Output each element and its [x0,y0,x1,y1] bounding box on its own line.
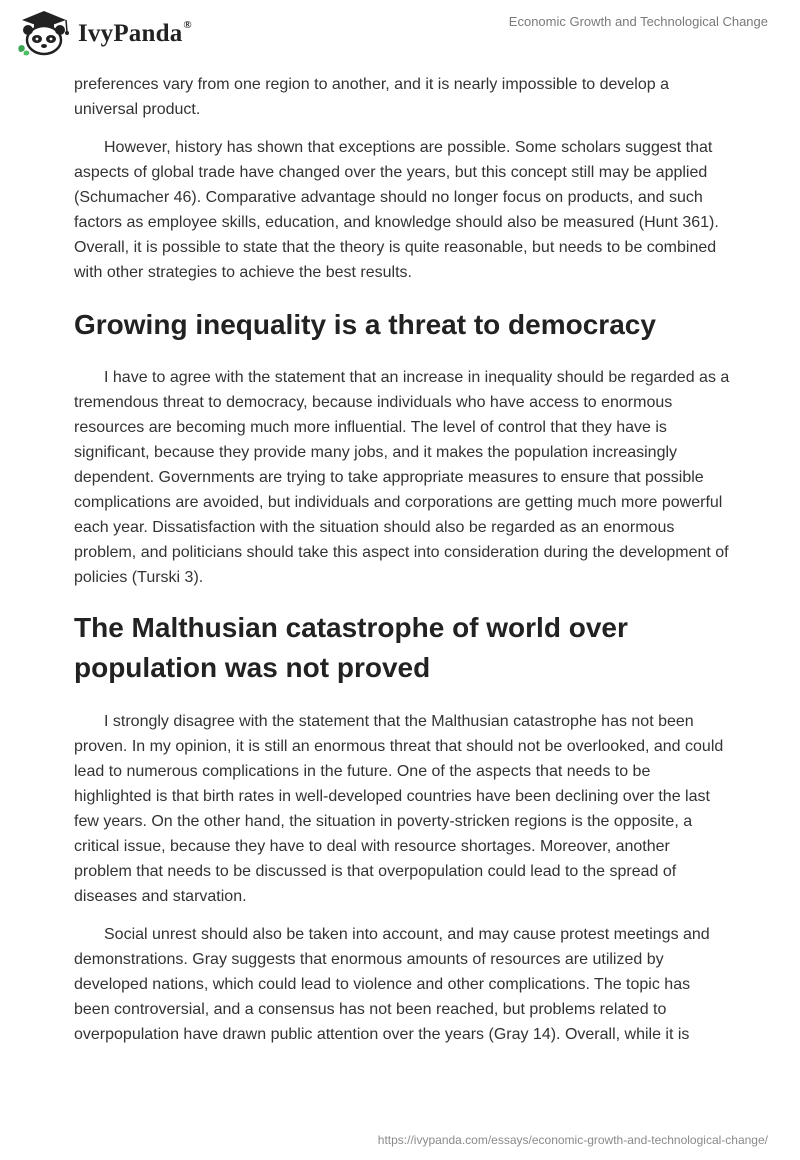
paragraph: I strongly disagree with the statement that the Malthusian catastrophe has not been proven. In my opinion, it is still an enormous threat that should not be overlooked, and could lead to numerous complications in the future. One of the aspects that needs to be highlighted is that birth rates in well-developed countries have been declining over the last few years. On the other hand, the situation in poverty-stricken regions is the opposite, a critical issue, because they have to deal with resource shortages. Moreover, another problem that needs to be discussed is that overpopulation could lead to the spread of diseases and starvation. [74,713,724,905]
page-header [0,0,800,64]
ivypanda-logo[interactable] [14,8,192,58]
panda-graduate-icon [14,8,74,58]
paragraph: However, history has shown that exceptions are possible. Some scholars suggest that aspects of global trade have changed over the years, but this concept still may be applied (Schumacher 46). Comparative advantage should no longer focus on products, and such factors as employee skills, education, and knowledge should also be measured (Hunt 361). Overall, it is possible to state that the theory is quite reasonable, but needs to be combined with other strategies to achieve the best results. [74,139,719,281]
brand-name: IvyPanda® [78,18,192,47]
paragraph: I have to agree with the statement that an increase in inequality should be regarded as a tremendous threat to democracy, because individuals who have access to enormous resources are becoming much more influential. The level of control that they have is significant, because they provide many jobs, and it makes the population increasingly dependent. Governments are trying to take appropriate measures to ensure that possible complications are avoided, but individuals and corporations are getting much more powerful each year. Dissatisfaction with the situation should also be regarded as an enormous problem, and politicians should take this aspect into consideration during the development of policies (Turski 3). [74,369,730,586]
paragraph: Social unrest should also be taken into account, and may cause protest meetings and demonstrations. Gray suggests that enormous amounts of resources are utilized by developed nations, which could lead to violence and other complications. The topic has been controversial, and a consensus has not been reached, but problems related to overpopulation have drawn public attention over the years (Gray 14). Overall, while it is [74,926,710,1043]
paragraph-continued: preferences vary from one region to another, and it is nearly impossible to develop a universal product. [74,76,669,118]
source-url[interactable]: https://ivypanda.com/essays/economic-growth-and-technological-change/ [377,1133,768,1147]
section-heading-inequality: Growing inequality is a threat to democracy [74,309,656,340]
document-title: Economic Growth and Technological Change [508,14,768,29]
essay-body [74,72,730,1047]
section-heading-malthusian: The Malthusian catastrophe of world over population was not proved [74,612,628,683]
